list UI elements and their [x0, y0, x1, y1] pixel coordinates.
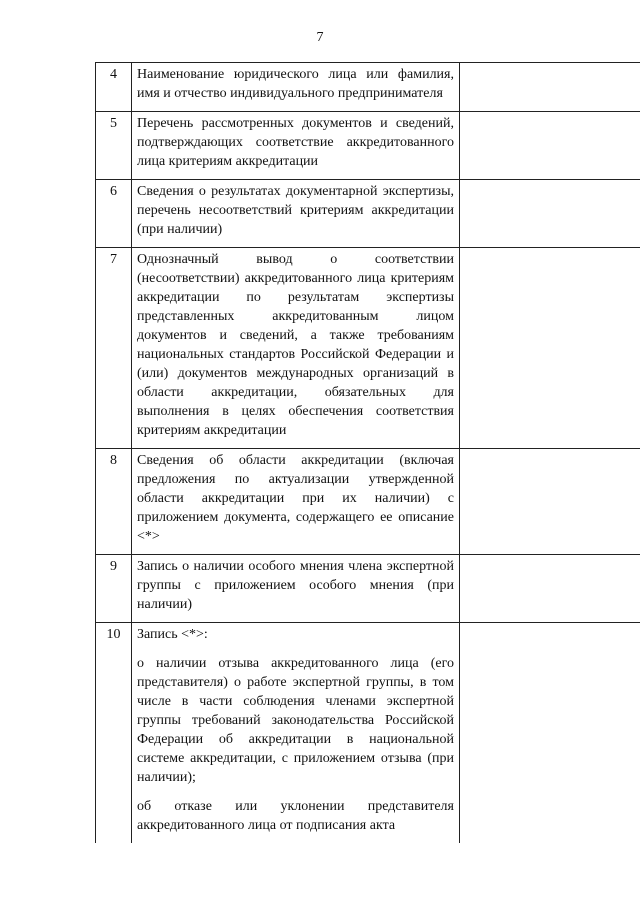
- table-row: [96, 180, 640, 248]
- row-paragraph: об отказе или уклонении представителя аккредитованного лица от подписания акта: [137, 799, 454, 833]
- row-paragraph: Наименование юридического лица или фамилия, имя и отчество индивидуального предпринимателя: [137, 67, 454, 101]
- row-value-cell: [460, 623, 640, 844]
- row-number: 7: [96, 248, 132, 449]
- row-description: [132, 180, 460, 248]
- table-row: [96, 63, 640, 112]
- row-description: [132, 555, 460, 623]
- row-number: 4: [96, 63, 132, 112]
- row-paragraph: Запись <*>:: [137, 627, 208, 642]
- row-paragraph: Перечень рассмотренных документов и сведений, подтверждающих соответствие аккредитованного лица критериям аккредитации: [137, 116, 454, 169]
- row-value-cell: [460, 555, 640, 623]
- row-paragraph: Сведения об области аккредитации (включая предложения по актуализации утвержденной области аккредитации при их наличии) с приложением документа, содержащего ее описание <*>: [137, 453, 454, 544]
- row-description: [132, 248, 460, 449]
- row-paragraph: Однозначный вывод о соответствии (несоответствии) аккредитованного лица критериям аккредитации по результатам экспертизы представленных аккредитованным лицом документов и сведений, а также требованиям национальных стандартов Российской Федерации и (или) документов международных организаций в области аккредитации, обязательных для выполнения в целях обеспечения соответствия критериям аккредитации: [137, 252, 454, 438]
- protocol-table: [95, 62, 640, 843]
- row-description: [132, 623, 460, 844]
- row-number: 5: [96, 112, 132, 180]
- row-paragraph: Сведения о результатах документарной экспертизы, перечень несоответствий критериям аккредитации (при наличии): [137, 184, 454, 237]
- row-value-cell: [460, 248, 640, 449]
- row-number: 8: [96, 449, 132, 555]
- row-paragraph: о наличии отзыва аккредитованного лица (его представителя) о работе экспертной группы, в том числе в части соблюдения членами экспертной группы требований законодательства Российской Федерации об аккредитации в национальной системе аккредитации, с приложением отзыва (при наличии);: [137, 656, 454, 785]
- table-row: [96, 248, 640, 449]
- row-value-cell: [460, 449, 640, 555]
- row-number: 9: [96, 555, 132, 623]
- table-row: [96, 623, 640, 844]
- row-value-cell: [460, 112, 640, 180]
- row-paragraph: Запись о наличии особого мнения члена экспертной группы с приложением особого мнения (при наличии): [137, 559, 454, 612]
- row-description: [132, 112, 460, 180]
- table-row: [96, 112, 640, 180]
- row-description: [132, 449, 460, 555]
- row-description: [132, 63, 460, 112]
- row-number: 6: [96, 180, 132, 248]
- page-number: 7: [316, 30, 324, 45]
- table-row: [96, 555, 640, 623]
- row-number: 10: [96, 623, 132, 844]
- row-value-cell: [460, 63, 640, 112]
- row-value-cell: [460, 180, 640, 248]
- table-row: [96, 449, 640, 555]
